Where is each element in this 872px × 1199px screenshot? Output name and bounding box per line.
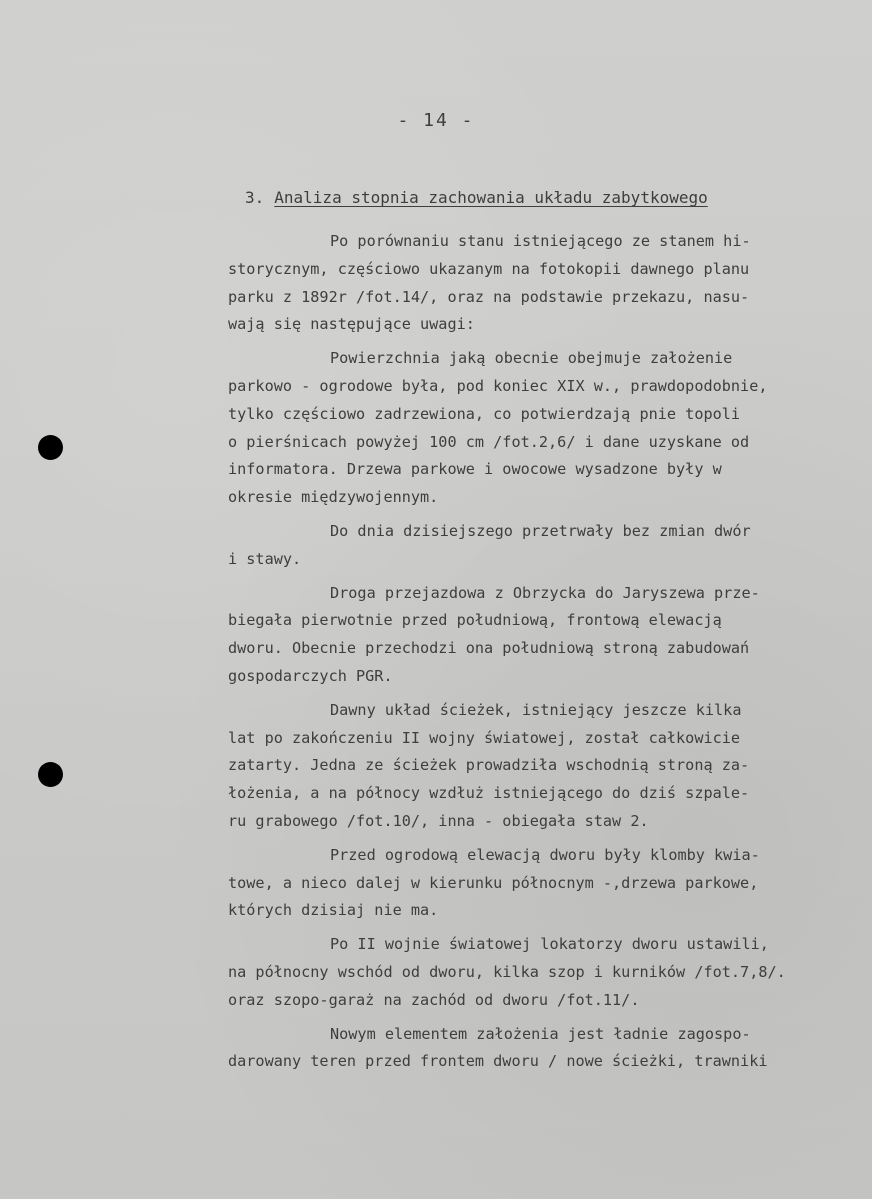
text-line: Powierzchnia jaką obecnie obejmuje założenie bbox=[330, 349, 733, 368]
punch-hole-bottom bbox=[38, 762, 63, 787]
text-line: darowany teren przed frontem dworu / nowe ścieżki, trawniki bbox=[228, 1052, 768, 1071]
text-line: dworu. Obecnie przechodzi ona południową stroną zabudowań bbox=[228, 639, 750, 658]
text-line: Do dnia dzisiejszego przetrwały bez zmian dwór bbox=[330, 521, 751, 540]
text-line: lat po zakończeniu II wojny światowej, został całkowicie bbox=[228, 728, 741, 747]
text-line: których dzisiaj nie ma. bbox=[228, 901, 439, 920]
paragraph bbox=[228, 518, 843, 574]
text-line: storycznym, częściowo ukazanym na fotokopii dawnego planu bbox=[228, 259, 750, 278]
body-text bbox=[228, 228, 843, 1082]
text-line: Po II wojnie światowej lokatorzy dworu ustawili, bbox=[330, 935, 769, 954]
text-line: biegała pierwotnie przed południową, frontową elewacją bbox=[228, 611, 722, 630]
paragraph bbox=[228, 345, 843, 512]
text-line: wają się następujące uwagi: bbox=[228, 315, 475, 334]
text-line: na północny wschód od dworu, kilka szop i kurników /fot.7,8/. bbox=[228, 962, 786, 981]
text-line: Nowym elementem założenia jest ładnie zagospo- bbox=[330, 1024, 751, 1043]
text-line: Droga przejazdowa z Obrzycka do Jaryszewa prze- bbox=[330, 583, 760, 602]
text-line: zatarty. Jedna ze ścieżek prowadziła wschodnią stroną za- bbox=[228, 756, 750, 775]
punch-hole-top bbox=[38, 435, 63, 460]
text-line: tylko częściowo zadrzewiona, co potwierdzają pnie topoli bbox=[228, 404, 741, 423]
text-line: Przed ogrodową elewacją dworu były klomby kwia- bbox=[330, 845, 760, 864]
section-number: 3. bbox=[245, 188, 265, 207]
section-heading bbox=[245, 188, 708, 207]
text-line: Po porównaniu stanu istniejącego ze stanem hi- bbox=[330, 232, 751, 250]
paragraph bbox=[228, 580, 843, 691]
text-line: informatora. Drzewa parkowe i owocowe wysadzone były w bbox=[228, 460, 722, 479]
text-line: i stawy. bbox=[228, 549, 302, 568]
text-line: okresie międzywojennym. bbox=[228, 488, 439, 507]
text-line: gospodarczych PGR. bbox=[228, 666, 393, 685]
text-line: oraz szopo-garaż na zachód od dworu /fot.11/. bbox=[228, 990, 640, 1009]
text-line: ru grabowego /fot.10/, inna - obiegała staw 2. bbox=[228, 811, 649, 830]
text-line: Dawny układ ścieżek, istniejący jeszcze kilka bbox=[330, 700, 742, 719]
paragraph bbox=[228, 931, 843, 1014]
paragraph bbox=[228, 842, 843, 925]
text-line: parku z 1892r /fot.14/, oraz na podstawie przekazu, nasu- bbox=[228, 287, 750, 306]
paragraph bbox=[228, 1021, 843, 1077]
page-number: - 14 - bbox=[397, 110, 475, 131]
section-title: Analiza stopnia zachowania układu zabytkowego bbox=[274, 188, 708, 207]
paragraph bbox=[228, 697, 843, 836]
text-line: o pierśnicach powyżej 100 cm /fot.2,6/ i dane uzyskane od bbox=[228, 432, 750, 451]
text-line: towe, a nieco dalej w kierunku północnym -,drzewa parkowe, bbox=[228, 873, 759, 892]
text-line: parkowo - ogrodowe była, pod koniec XIX w., prawdopodobnie, bbox=[228, 376, 768, 395]
paragraph bbox=[228, 228, 843, 339]
text-line: łożenia, a na północy wzdłuż istniejącego do dziś szpale- bbox=[228, 784, 750, 803]
